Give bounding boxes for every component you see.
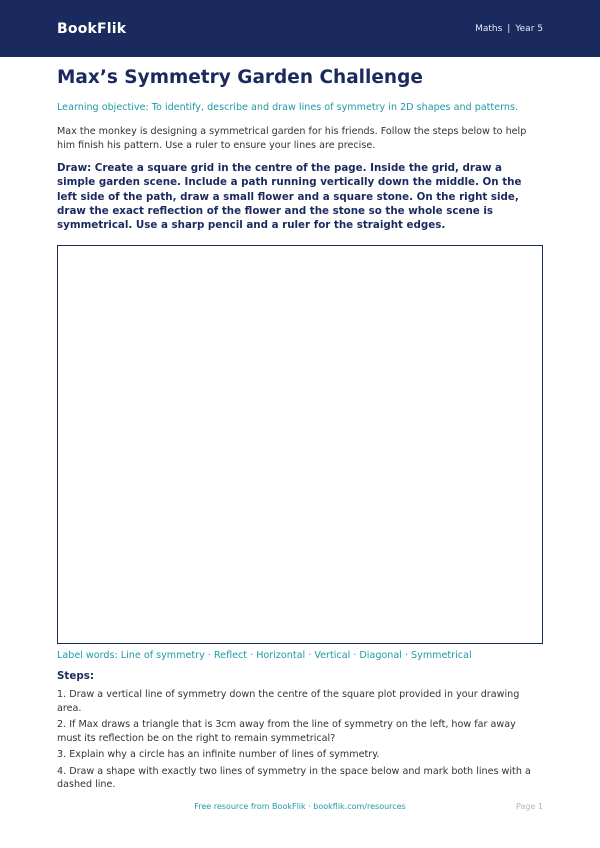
footer-resource-link[interactable]: Free resource from BookFlik · bookflik.com/resources [194,802,406,811]
step-item: 3. Explain why a circle has an infinite number of lines of symmetry. [57,749,380,760]
draw-instruction: Draw: Create a square grid in the centre of the page. Inside the grid, draw a simple garden scene. Include a path running vertically down the middle. On the left side of the path, draw a small flower and a square stone. On the right side, draw the exact reflection of the flower and the stone so the whole scene is symmetrical. Use a sharp pencil and a ruler for the straight edges. [57,162,522,232]
page-header [0,0,600,57]
steps-list [57,688,543,795]
page-number: Page 1 [516,802,543,811]
step-item: 2. If Max draws a triangle that is 3cm away from the line of symmetry on the left, how far away must its reflection be on the right to remain symmetrical? [57,719,516,744]
intro-text: Max the monkey is designing a symmetrical garden for his friends. Follow the steps below to help him finish his pattern. Use a ruler to ensure your lines are precise. [57,126,527,151]
drawing-area[interactable] [57,245,543,644]
step-item: 4. Draw a shape with exactly two lines of symmetry in the space below and mark both lines with a dashed line. [57,765,531,790]
learning-objective: Learning objective: To identify, describe and draw lines of symmetry in 2D shapes and patterns. [57,102,519,113]
subject-breadcrumb [475,24,543,34]
brand-logo: BookFlik [57,20,127,37]
page-title: Max’s Symmetry Garden Challenge [57,67,423,88]
year-label: Year 5 [515,23,543,34]
label-words: Label words: Line of symmetry · Reflect · Horizontal · Vertical · Diagonal · Symmetrical [57,650,472,661]
breadcrumb-separator: | [507,23,511,34]
step-item: 1. Draw a vertical line of symmetry down the centre of the square plot provided in your drawing area. [57,689,520,714]
steps-heading: Steps: [57,670,94,682]
subject-label: Maths [475,23,503,34]
worksheet-content [57,64,543,232]
